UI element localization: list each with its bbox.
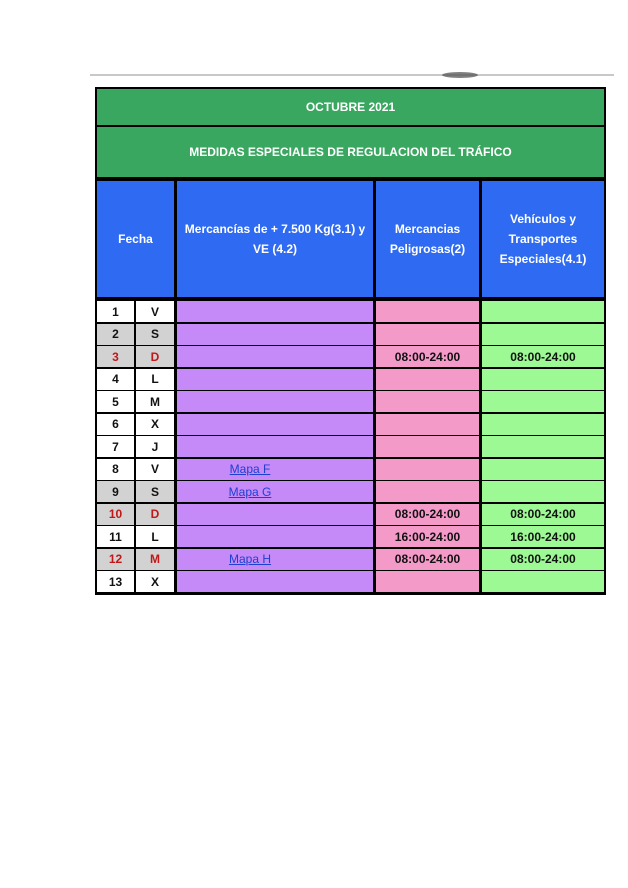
vehiculos-cell bbox=[482, 571, 604, 592]
mercancias-cell bbox=[177, 571, 373, 592]
peligrosas-cell bbox=[376, 436, 479, 457]
peligrosas-cell bbox=[376, 301, 479, 322]
mercancias-cell bbox=[177, 414, 373, 435]
mercancias-cell bbox=[177, 549, 373, 570]
table-row bbox=[95, 571, 606, 592]
header-fecha: Fecha bbox=[97, 181, 174, 297]
weekday-letter: D bbox=[136, 346, 174, 367]
table-row bbox=[95, 324, 606, 345]
mercancias-cell bbox=[177, 324, 373, 345]
month-title: OCTUBRE 2021 bbox=[97, 89, 604, 125]
day-number: 12 bbox=[97, 549, 134, 570]
scan-mark bbox=[442, 72, 478, 78]
vehiculos-cell bbox=[482, 391, 604, 412]
table-row bbox=[95, 346, 606, 367]
map-link[interactable]: Mapa H bbox=[228, 552, 272, 566]
peligrosas-cell bbox=[376, 369, 479, 390]
vehiculos-cell bbox=[482, 459, 604, 480]
mercancias-cell bbox=[177, 369, 373, 390]
table-row bbox=[95, 504, 606, 525]
mercancias-cell bbox=[177, 459, 373, 480]
vehiculos-cell bbox=[482, 481, 604, 502]
day-number: 9 bbox=[97, 481, 134, 502]
peligrosas-cell: 16:00-24:00 bbox=[376, 526, 479, 547]
day-number: 6 bbox=[97, 414, 134, 435]
weekday-letter: S bbox=[136, 324, 174, 345]
peligrosas-cell: 08:00-24:00 bbox=[376, 549, 479, 570]
header-peligrosas: Mercancias Peligrosas(2) bbox=[376, 181, 479, 297]
peligrosas-cell bbox=[376, 391, 479, 412]
weekday-letter: M bbox=[136, 549, 174, 570]
mercancias-cell bbox=[177, 526, 373, 547]
vehiculos-cell: 08:00-24:00 bbox=[482, 504, 604, 525]
table-row bbox=[95, 549, 606, 570]
map-link[interactable]: Mapa G bbox=[228, 484, 272, 499]
table-row bbox=[95, 391, 606, 412]
peligrosas-cell bbox=[376, 571, 479, 592]
day-number: 8 bbox=[97, 459, 134, 480]
day-number: 13 bbox=[97, 571, 134, 592]
day-number: 4 bbox=[97, 369, 134, 390]
mercancias-cell bbox=[177, 301, 373, 322]
peligrosas-cell: 08:00-24:00 bbox=[376, 504, 479, 525]
vehiculos-cell bbox=[482, 324, 604, 345]
day-number: 3 bbox=[97, 346, 134, 367]
table-row bbox=[95, 526, 606, 547]
weekday-letter: X bbox=[136, 571, 174, 592]
map-link[interactable]: Mapa F bbox=[229, 462, 271, 476]
weekday-letter: L bbox=[136, 526, 174, 547]
weekday-letter: V bbox=[136, 301, 174, 322]
mercancias-cell bbox=[177, 481, 373, 502]
header-mercancias: Mercancías de + 7.500 Kg(3.1) y VE (4.2) bbox=[177, 181, 373, 297]
vehiculos-cell: 08:00-24:00 bbox=[482, 549, 604, 570]
day-number: 2 bbox=[97, 324, 134, 345]
header-vehiculos: Vehículos y Transportes Especiales(4.1) bbox=[482, 181, 604, 297]
vehiculos-cell bbox=[482, 369, 604, 390]
peligrosas-cell bbox=[376, 481, 479, 502]
day-number: 10 bbox=[97, 504, 134, 525]
peligrosas-cell: 08:00-24:00 bbox=[376, 346, 479, 367]
weekday-letter: X bbox=[136, 414, 174, 435]
vehiculos-cell: 16:00-24:00 bbox=[482, 526, 604, 547]
table-row bbox=[95, 301, 606, 322]
weekday-letter: V bbox=[136, 459, 174, 480]
weekday-letter: J bbox=[136, 436, 174, 457]
peligrosas-cell bbox=[376, 414, 479, 435]
weekday-letter: D bbox=[136, 504, 174, 525]
day-number: 1 bbox=[97, 301, 134, 322]
mercancias-cell bbox=[177, 436, 373, 457]
mercancias-cell bbox=[177, 504, 373, 525]
weekday-letter: M bbox=[136, 391, 174, 412]
peligrosas-cell bbox=[376, 324, 479, 345]
table-row bbox=[95, 436, 606, 457]
top-rule bbox=[90, 74, 614, 76]
peligrosas-cell bbox=[376, 459, 479, 480]
vehiculos-cell bbox=[482, 301, 604, 322]
day-number: 7 bbox=[97, 436, 134, 457]
weekday-letter: S bbox=[136, 481, 174, 502]
vehiculos-cell: 08:00-24:00 bbox=[482, 346, 604, 367]
vehiculos-cell bbox=[482, 414, 604, 435]
table-subtitle: MEDIDAS ESPECIALES DE REGULACION DEL TRÁFICO bbox=[97, 127, 604, 177]
mercancias-cell bbox=[177, 346, 373, 367]
vehiculos-cell bbox=[482, 436, 604, 457]
table-row bbox=[95, 414, 606, 435]
table-row bbox=[95, 369, 606, 390]
mercancias-cell bbox=[177, 391, 373, 412]
weekday-letter: L bbox=[136, 369, 174, 390]
table-row bbox=[95, 481, 606, 502]
table-row bbox=[95, 459, 606, 480]
day-number: 5 bbox=[97, 391, 134, 412]
traffic-table bbox=[95, 87, 606, 595]
day-number: 11 bbox=[97, 526, 134, 547]
